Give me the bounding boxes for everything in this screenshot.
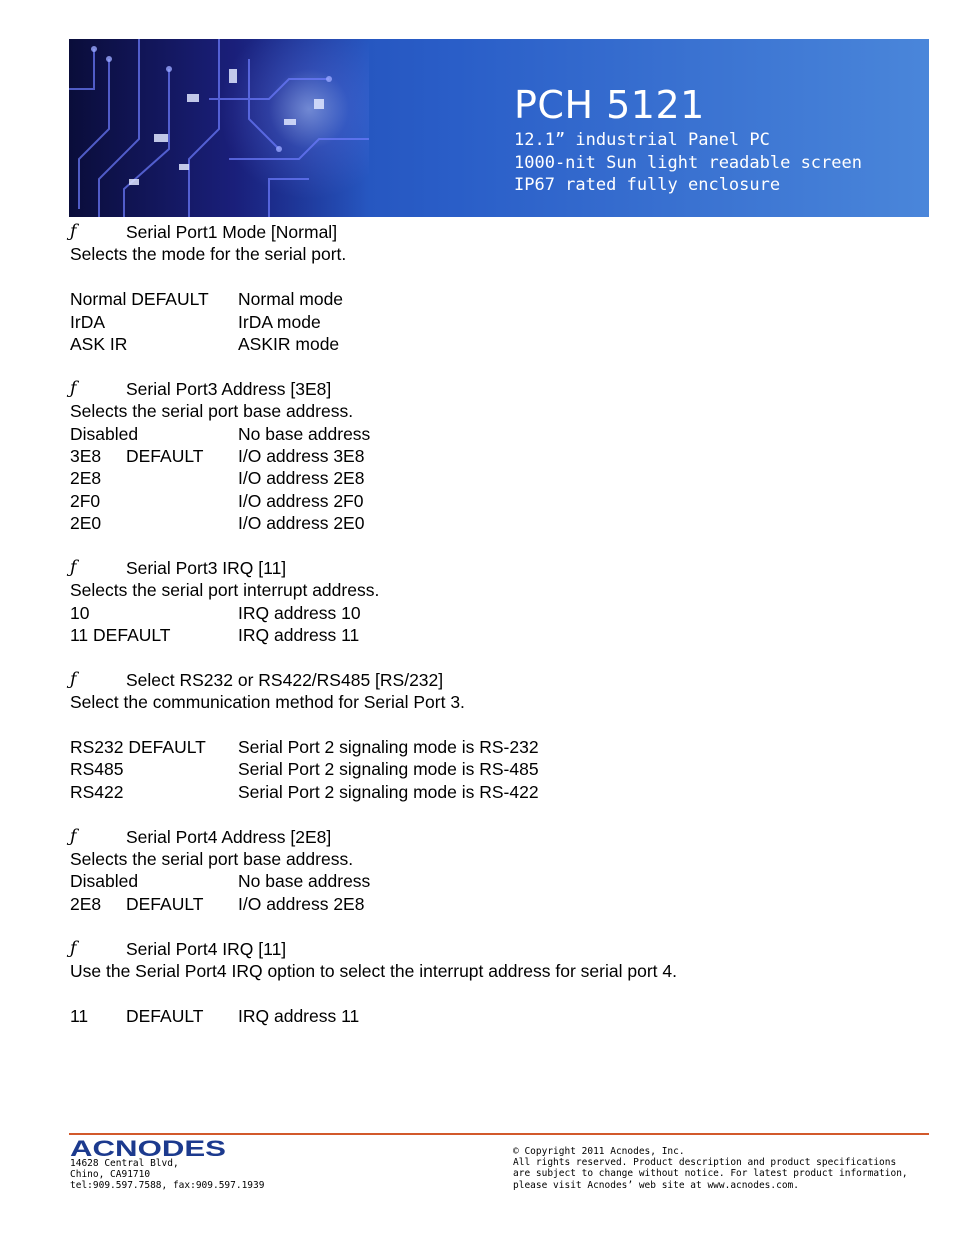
option-default-tag: DEFAULT	[126, 893, 204, 914]
description-text: Select the communication method for Serial Port 3.	[70, 692, 465, 713]
address-line: 14628 Central Blvd,	[70, 1158, 179, 1169]
option-value: Normal DEFAULT	[70, 289, 209, 310]
subtitle-line: IP67 rated fully enclosure	[514, 175, 781, 195]
bullet-icon: ƒ	[70, 557, 77, 578]
option-row	[70, 893, 930, 915]
spacer	[70, 266, 930, 288]
setting-heading	[70, 378, 930, 400]
contact-line: tel:909.597.7588, fax:909.597.1939	[70, 1180, 265, 1192]
option-meaning: No base address	[238, 871, 371, 892]
logo-text: ACNODES	[70, 1137, 226, 1159]
option-meaning: Normal mode	[238, 289, 344, 310]
option-value: 2E0	[70, 513, 102, 534]
setting-title: Serial Port3 Address [3E8]	[126, 378, 332, 399]
copyright-line: are subject to change without notice. For latest product information,	[513, 1168, 908, 1180]
option-meaning: I/O address 2E8	[238, 468, 365, 489]
option-meaning: IrDA mode	[238, 311, 321, 332]
option-meaning: I/O address 3E8	[238, 445, 365, 466]
spacer	[70, 534, 930, 556]
option-row	[70, 512, 930, 534]
option-row	[70, 781, 930, 803]
product-subtitles	[514, 129, 862, 197]
option-default-tag: DEFAULT	[126, 445, 204, 466]
option-value: 11 DEFAULT	[70, 625, 171, 646]
setting-heading	[70, 557, 930, 579]
option-row	[70, 288, 930, 310]
option-value: 2E8	[70, 893, 102, 914]
copyright-line: please visit Acnodes’ web site at www.acnodes.com.	[513, 1179, 799, 1191]
spacer	[70, 355, 930, 377]
option-row	[70, 1005, 930, 1027]
option-value: 11	[70, 1005, 89, 1026]
option-meaning: I/O address 2E8	[238, 893, 365, 914]
spacer	[70, 646, 930, 668]
option-row	[70, 736, 930, 758]
option-meaning: ASKIR mode	[238, 333, 340, 354]
option-row	[70, 602, 930, 624]
circuit-traces-graphic	[69, 39, 369, 217]
setting-description	[70, 579, 930, 601]
option-row	[70, 423, 930, 445]
company-address	[70, 1158, 264, 1192]
setting-title: Select RS232 or RS422/RS485 [RS/232]	[126, 669, 444, 690]
option-value: Disabled	[70, 871, 139, 892]
description-text: Use the Serial Port4 IRQ option to select the interrupt address for serial port 4.	[70, 960, 677, 981]
bullet-icon: ƒ	[70, 378, 77, 399]
setting-title: Serial Port4 Address [2E8]	[126, 826, 332, 847]
copyright-line: All rights reserved. Product description and product specifications	[513, 1157, 897, 1169]
setting-description	[70, 960, 930, 982]
option-row	[70, 445, 930, 467]
option-meaning: No base address	[238, 423, 371, 444]
spacer	[70, 714, 930, 736]
bullet-icon: ƒ	[70, 669, 77, 690]
spacer	[70, 803, 930, 825]
option-row	[70, 333, 930, 355]
option-meaning: I/O address 2F0	[238, 490, 364, 511]
option-row	[70, 870, 930, 892]
setting-description	[70, 400, 930, 422]
option-meaning: I/O address 2E0	[238, 513, 365, 534]
spacer	[70, 982, 930, 1004]
option-meaning: Serial Port 2 signaling mode is RS-485	[238, 759, 539, 780]
setting-description	[70, 691, 930, 713]
option-meaning: IRQ address 11	[238, 625, 360, 646]
subtitle-line: 12.1” industrial Panel PC	[514, 130, 770, 150]
setting-title: Serial Port4 IRQ [11]	[126, 938, 287, 959]
bullet-icon: ƒ	[70, 222, 77, 242]
option-value: Disabled	[70, 423, 139, 444]
setting-description	[70, 848, 930, 870]
setting-heading	[70, 826, 930, 848]
description-text: Selects the serial port base address.	[70, 848, 354, 869]
copyright-notice	[513, 1146, 908, 1191]
option-value: RS422	[70, 781, 124, 802]
option-value: 2E8	[70, 468, 102, 489]
option-value: 10	[70, 602, 90, 623]
option-row	[70, 624, 930, 646]
option-meaning: Serial Port 2 signaling mode is RS-422	[238, 781, 539, 802]
description-text: Selects the mode for the serial port.	[70, 244, 347, 265]
option-value: 2F0	[70, 490, 101, 511]
setting-title: Serial Port3 IRQ [11]	[126, 557, 287, 578]
setting-description	[70, 243, 930, 265]
option-value: RS485	[70, 759, 124, 780]
bios-settings-content	[70, 221, 930, 1027]
option-value: RS232 DEFAULT	[70, 736, 206, 757]
setting-title: Serial Port1 Mode [Normal]	[126, 222, 338, 242]
option-row	[70, 490, 930, 512]
option-value: 3E8	[70, 445, 102, 466]
option-default-tag: DEFAULT	[126, 1005, 204, 1026]
product-title: PCH 5121	[514, 83, 705, 127]
bullet-icon: ƒ	[70, 826, 77, 847]
option-row	[70, 311, 930, 333]
address-line: Chino, CA91710	[70, 1169, 151, 1181]
option-value: ASK IR	[70, 333, 128, 354]
setting-heading	[70, 938, 930, 960]
option-row	[70, 467, 930, 489]
option-meaning: Serial Port 2 signaling mode is RS-232	[238, 736, 539, 757]
footer-divider	[69, 1133, 929, 1135]
copyright-line: © Copyright 2011 Acnodes, Inc.	[513, 1146, 685, 1157]
option-row	[70, 758, 930, 780]
description-text: Selects the serial port interrupt address.	[70, 580, 380, 601]
option-meaning: IRQ address 10	[238, 602, 361, 623]
acnodes-logo	[70, 1137, 230, 1159]
subtitle-line: 1000-nit Sun light readable screen	[514, 152, 862, 173]
spacer	[70, 915, 930, 937]
description-text: Selects the serial port base address.	[70, 401, 354, 422]
setting-heading	[70, 669, 930, 691]
header-banner	[69, 39, 929, 217]
bullet-icon: ƒ	[70, 938, 77, 959]
option-value: IrDA	[70, 311, 105, 332]
setting-heading	[70, 221, 930, 243]
option-meaning: IRQ address 11	[238, 1005, 360, 1026]
circuit-board-image	[69, 39, 369, 217]
